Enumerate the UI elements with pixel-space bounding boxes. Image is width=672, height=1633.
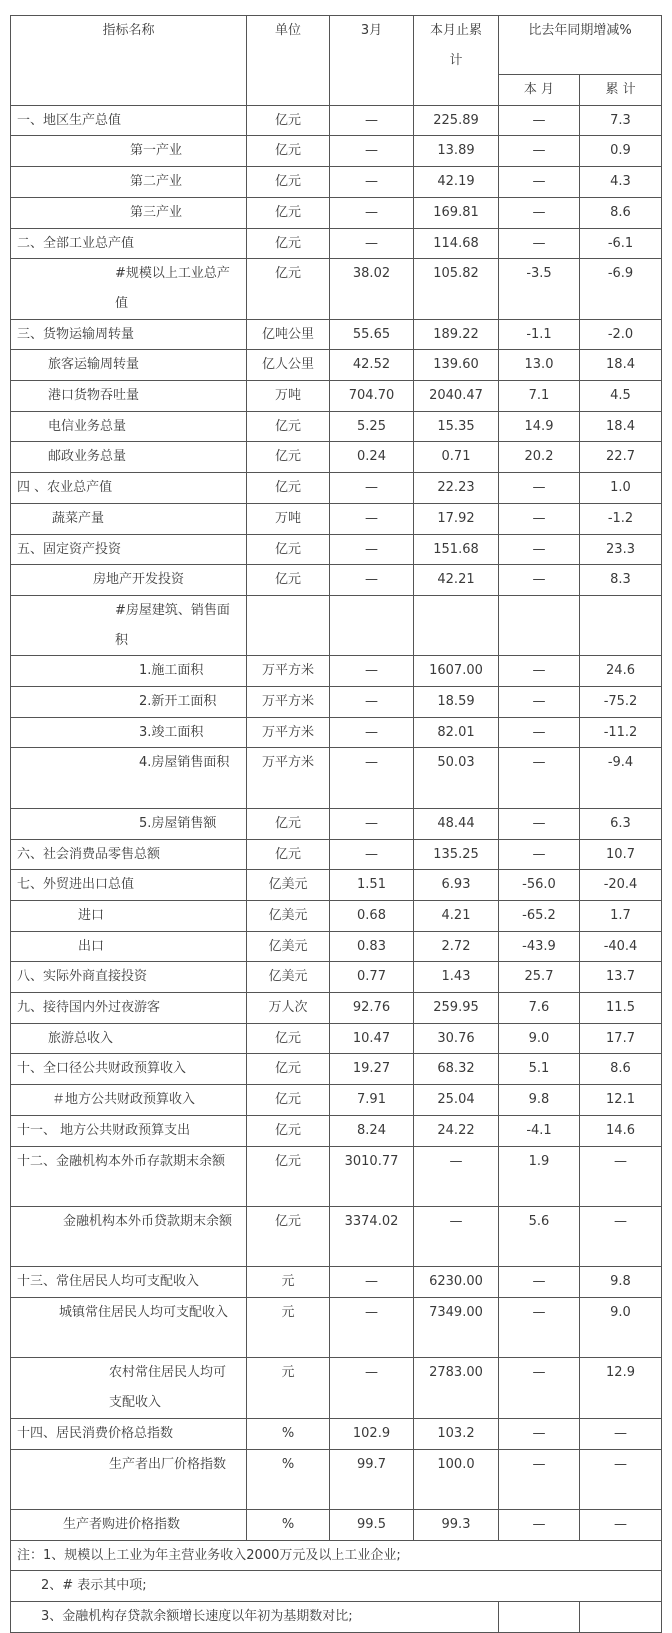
yoy-cumulative-value [580,595,662,655]
indicator-name: 城镇常住居民人均可支配收入 [11,1298,247,1358]
unit-cell: 亿元 [247,1115,330,1146]
yoy-cumulative-value: 1.7 [580,900,662,931]
cumulative-value: 225.89 [414,105,499,136]
unit-cell: 亿元 [247,1146,330,1206]
table-row [11,503,662,534]
unit-cell: 万吨 [247,381,330,412]
yoy-month-value: — [499,167,580,198]
month-value: 99.5 [330,1509,414,1540]
header-yoy: 比去年同期增减% [499,16,662,75]
yoy-cumulative-value: — [580,1418,662,1449]
yoy-month-value: 7.1 [499,381,580,412]
cumulative-value: 189.22 [414,319,499,350]
yoy-month-value: — [499,565,580,596]
month-value: — [330,136,414,167]
cumulative-value: 2783.00 [414,1358,499,1418]
indicator-name: 电信业务总量 [11,411,247,442]
yoy-cumulative-value: — [580,1509,662,1540]
indicator-name: 农村常住居民人均可支配收入 [11,1358,247,1418]
cumulative-value: 82.01 [414,717,499,748]
month-value: — [330,748,414,808]
yoy-cumulative-value: 13.7 [580,962,662,993]
month-value: 0.83 [330,931,414,962]
unit-cell: 元 [247,1267,330,1298]
month-value: 8.24 [330,1115,414,1146]
header-cumulative: 本月止累计 [414,16,499,106]
cumulative-value: 25.04 [414,1085,499,1116]
cumulative-value: 103.2 [414,1418,499,1449]
yoy-month-value: -4.1 [499,1115,580,1146]
month-value: 10.47 [330,1023,414,1054]
yoy-cumulative-value: -1.2 [580,503,662,534]
table-row [11,1115,662,1146]
cumulative-value: 169.81 [414,197,499,228]
cumulative-value: 18.59 [414,687,499,718]
indicator-name: 进口 [11,900,247,931]
yoy-cumulative-value: 8.3 [580,565,662,596]
yoy-month-value: — [499,717,580,748]
unit-cell: 亿元 [247,105,330,136]
table-row [11,1267,662,1298]
month-value: — [330,1267,414,1298]
header-unit: 单位 [247,16,330,106]
unit-cell: % [247,1449,330,1509]
month-value: — [330,717,414,748]
cumulative-value: 13.89 [414,136,499,167]
unit-cell: 亿元 [247,1023,330,1054]
table-row [11,1298,662,1358]
cumulative-value: 151.68 [414,534,499,565]
yoy-cumulative-value: 4.3 [580,167,662,198]
indicator-name: 第一产业 [11,136,247,167]
table-row [11,1085,662,1116]
yoy-cumulative-value: 8.6 [580,1054,662,1085]
yoy-month-value: — [499,1509,580,1540]
note-text: 3、金融机构存贷款余额增长速度以年初为基期数对比; [11,1602,499,1633]
yoy-month-value: — [499,656,580,687]
month-value: 38.02 [330,259,414,319]
yoy-month-value: — [499,1298,580,1358]
indicator-name: 七、外贸进出口总值 [11,870,247,901]
yoy-month-value: — [499,748,580,808]
unit-cell: 亿美元 [247,870,330,901]
yoy-cumulative-value: 6.3 [580,808,662,839]
month-value: 5.25 [330,411,414,442]
cumulative-value: 99.3 [414,1509,499,1540]
month-value: — [330,167,414,198]
indicator-name: ＃地方公共财政预算收入 [11,1085,247,1116]
unit-cell: 亿人公里 [247,350,330,381]
yoy-month-value: — [499,197,580,228]
unit-cell: % [247,1509,330,1540]
unit-cell: 万人次 [247,993,330,1024]
month-value: — [330,473,414,504]
cumulative-value: 50.03 [414,748,499,808]
month-value: — [330,565,414,596]
table-row [11,442,662,473]
month-value: — [330,839,414,870]
table-row [11,167,662,198]
yoy-month-value: — [499,839,580,870]
yoy-month-value: — [499,1358,580,1418]
cumulative-value: 114.68 [414,228,499,259]
note-text: 注：1、规模以上工业为年主营业务收入2000万元及以上工业企业; [11,1540,662,1571]
indicator-name: 九、接待国内外过夜游客 [11,993,247,1024]
month-value: — [330,534,414,565]
cumulative-value: 1.43 [414,962,499,993]
cumulative-value: 2040.47 [414,381,499,412]
yoy-month-value: 14.9 [499,411,580,442]
yoy-month-value: — [499,228,580,259]
month-value: — [330,503,414,534]
cumulative-value: 17.92 [414,503,499,534]
cumulative-value: 0.71 [414,442,499,473]
table-row [11,534,662,565]
table-row [11,808,662,839]
indicator-name: 生产者购进价格指数 [11,1509,247,1540]
month-value: 102.9 [330,1418,414,1449]
month-value: — [330,656,414,687]
month-value: 3374.02 [330,1206,414,1266]
unit-cell: 亿元 [247,259,330,319]
table-row [11,839,662,870]
unit-cell: % [247,1418,330,1449]
yoy-month-value: — [499,534,580,565]
unit-cell: 万平方米 [247,717,330,748]
month-value: 55.65 [330,319,414,350]
cumulative-value: 259.95 [414,993,499,1024]
table-row [11,1206,662,1266]
note-text: 2、# 表示其中项; [11,1571,662,1602]
unit-cell: 亿元 [247,808,330,839]
indicator-name: 二、全部工业总产值 [11,228,247,259]
cumulative-value: 24.22 [414,1115,499,1146]
note-row [11,1540,662,1571]
month-value: — [330,1358,414,1418]
cumulative-value: 139.60 [414,350,499,381]
yoy-cumulative-value: 7.3 [580,105,662,136]
yoy-cumulative-value: 11.5 [580,993,662,1024]
month-value: 0.24 [330,442,414,473]
unit-cell: 亿元 [247,1054,330,1085]
indicator-name: 十四、居民消费价格总指数 [11,1418,247,1449]
table-row [11,350,662,381]
month-value: 3010.77 [330,1146,414,1206]
yoy-cumulative-value: — [580,1449,662,1509]
yoy-month-value: -56.0 [499,870,580,901]
yoy-month-value: — [499,136,580,167]
indicator-name: 房地产开发投资 [11,565,247,596]
yoy-cumulative-value: — [580,1146,662,1206]
yoy-month-value: 1.9 [499,1146,580,1206]
yoy-month-value: — [499,473,580,504]
unit-cell: 亿元 [247,136,330,167]
table-row [11,473,662,504]
yoy-month-value: 20.2 [499,442,580,473]
cumulative-value: 15.35 [414,411,499,442]
unit-cell: 亿元 [247,228,330,259]
indicator-name: 港口货物吞吐量 [11,381,247,412]
unit-cell: 亿吨公里 [247,319,330,350]
table-row [11,870,662,901]
unit-cell: 亿元 [247,1085,330,1116]
indicator-name: 2.新开工面积 [11,687,247,718]
yoy-month-value: 9.8 [499,1085,580,1116]
yoy-month-value: -1.1 [499,319,580,350]
unit-cell: 元 [247,1298,330,1358]
yoy-month-value: 5.1 [499,1054,580,1085]
yoy-month-value: — [499,1267,580,1298]
header-yoy-cumulative: 累 计 [580,75,662,106]
table-row [11,993,662,1024]
yoy-cumulative-value: -20.4 [580,870,662,901]
yoy-cumulative-value: 9.0 [580,1298,662,1358]
table-row [11,1054,662,1085]
month-value: 0.68 [330,900,414,931]
indicator-name: 蔬菜产量 [11,503,247,534]
indicator-name: 生产者出厂价格指数 [11,1449,247,1509]
month-value: 42.52 [330,350,414,381]
yoy-cumulative-value: 17.7 [580,1023,662,1054]
table-row [11,259,662,319]
yoy-cumulative-value: 8.6 [580,197,662,228]
yoy-month-value: -43.9 [499,931,580,962]
indicator-name: 第二产业 [11,167,247,198]
header-month: 3月 [330,16,414,106]
unit-cell: 亿美元 [247,962,330,993]
table-row [11,900,662,931]
unit-cell: 亿元 [247,442,330,473]
table-row [11,687,662,718]
unit-cell: 万平方米 [247,656,330,687]
month-value: 92.76 [330,993,414,1024]
yoy-month-value: 7.6 [499,993,580,1024]
header-indicator-name: 指标名称 [11,16,247,106]
yoy-cumulative-value: -9.4 [580,748,662,808]
yoy-cumulative-value: 1.0 [580,473,662,504]
table-row [11,565,662,596]
unit-cell: 亿元 [247,167,330,198]
indicator-name: 邮政业务总量 [11,442,247,473]
yoy-cumulative-value: 9.8 [580,1267,662,1298]
indicator-name: 十二、金融机构本外币存款期末余额 [11,1146,247,1206]
table-row [11,962,662,993]
yoy-month-value: — [499,503,580,534]
table-row [11,319,662,350]
unit-cell: 亿美元 [247,900,330,931]
note-row [11,1571,662,1602]
indicator-name: 旅游总收入 [11,1023,247,1054]
cumulative-value: 68.32 [414,1054,499,1085]
yoy-cumulative-value: -6.1 [580,228,662,259]
cumulative-value: 2.72 [414,931,499,962]
unit-cell: 亿元 [247,1206,330,1266]
indicator-name: 旅客运输周转量 [11,350,247,381]
indicator-name: 金融机构本外币贷款期末余额 [11,1206,247,1266]
cumulative-value: 30.76 [414,1023,499,1054]
header-yoy-month: 本 月 [499,75,580,106]
cumulative-value: 105.82 [414,259,499,319]
cumulative-value: 100.0 [414,1449,499,1509]
cumulative-value: 48.44 [414,808,499,839]
cumulative-value: 42.21 [414,565,499,596]
month-value: — [330,808,414,839]
yoy-cumulative-value: 18.4 [580,350,662,381]
unit-cell: 万平方米 [247,748,330,808]
unit-cell: 亿元 [247,839,330,870]
indicator-name: 四 、农业总产值 [11,473,247,504]
table-row [11,228,662,259]
empty-cell [580,1602,662,1633]
unit-cell: 亿元 [247,197,330,228]
unit-cell: 万平方米 [247,687,330,718]
month-value: 99.7 [330,1449,414,1509]
yoy-cumulative-value: 4.5 [580,381,662,412]
yoy-cumulative-value: — [580,1206,662,1266]
unit-cell: 亿元 [247,565,330,596]
yoy-cumulative-value: 22.7 [580,442,662,473]
table-row [11,197,662,228]
cumulative-value: 1607.00 [414,656,499,687]
indicator-name: 八、实际外商直接投资 [11,962,247,993]
yoy-month-value: 13.0 [499,350,580,381]
yoy-month-value: — [499,808,580,839]
cumulative-value: — [414,1146,499,1206]
indicator-name: 出口 [11,931,247,962]
month-value: — [330,687,414,718]
yoy-month-value: 25.7 [499,962,580,993]
table-row [11,717,662,748]
month-value: — [330,228,414,259]
yoy-cumulative-value: 12.1 [580,1085,662,1116]
yoy-cumulative-value: 14.6 [580,1115,662,1146]
table-row [11,1358,662,1418]
unit-cell: 亿元 [247,534,330,565]
yoy-month-value: — [499,687,580,718]
cumulative-value: 22.23 [414,473,499,504]
indicator-name: #房屋建筑、销售面积 [11,595,247,655]
table-row [11,1023,662,1054]
table-body [11,105,662,1632]
note-row [11,1602,662,1633]
cumulative-value: 6230.00 [414,1267,499,1298]
table-row [11,1146,662,1206]
empty-cell [499,1602,580,1633]
indicator-name: 十三、常住居民人均可支配收入 [11,1267,247,1298]
unit-cell: 亿元 [247,473,330,504]
indicator-name: 第三产业 [11,197,247,228]
table-row [11,136,662,167]
yoy-cumulative-value: 0.9 [580,136,662,167]
unit-cell [247,595,330,655]
yoy-cumulative-value: 10.7 [580,839,662,870]
month-value: 19.27 [330,1054,414,1085]
table-row [11,748,662,808]
table-row [11,595,662,655]
indicator-name: 五、固定资产投资 [11,534,247,565]
month-value: — [330,105,414,136]
indicator-name: 三、货物运输周转量 [11,319,247,350]
table-row [11,1509,662,1540]
month-value: 704.70 [330,381,414,412]
unit-cell: 元 [247,1358,330,1418]
yoy-cumulative-value: -2.0 [580,319,662,350]
unit-cell: 亿元 [247,411,330,442]
yoy-month-value: 9.0 [499,1023,580,1054]
table-row [11,1418,662,1449]
indicator-name: 十、全口径公共财政预算收入 [11,1054,247,1085]
indicator-name: 1.施工面积 [11,656,247,687]
cumulative-value [414,595,499,655]
table-row [11,931,662,962]
yoy-cumulative-value: -6.9 [580,259,662,319]
yoy-month-value: — [499,105,580,136]
indicator-name: 4.房屋销售面积 [11,748,247,808]
yoy-month-value: — [499,1449,580,1509]
cumulative-value: 7349.00 [414,1298,499,1358]
unit-cell: 亿美元 [247,931,330,962]
yoy-cumulative-value: 24.6 [580,656,662,687]
table-row [11,105,662,136]
cumulative-value: 135.25 [414,839,499,870]
unit-cell: 万吨 [247,503,330,534]
statistics-table [10,15,662,1633]
cumulative-value: — [414,1206,499,1266]
month-value [330,595,414,655]
yoy-month-value: 5.6 [499,1206,580,1266]
month-value: 7.91 [330,1085,414,1116]
table-row [11,1449,662,1509]
month-value: 1.51 [330,870,414,901]
cumulative-value: 42.19 [414,167,499,198]
indicator-name: 一、地区生产总值 [11,105,247,136]
month-value: 0.77 [330,962,414,993]
month-value: — [330,1298,414,1358]
indicator-name: 十一、 地方公共财政预算支出 [11,1115,247,1146]
yoy-cumulative-value: -40.4 [580,931,662,962]
yoy-cumulative-value: -11.2 [580,717,662,748]
month-value: — [330,197,414,228]
table-row [11,656,662,687]
yoy-month-value: -65.2 [499,900,580,931]
yoy-month-value: -3.5 [499,259,580,319]
yoy-cumulative-value: 23.3 [580,534,662,565]
indicator-name: 3.竣工面积 [11,717,247,748]
indicator-name: #规模以上工业总产值 [11,259,247,319]
cumulative-value: 4.21 [414,900,499,931]
table-row [11,381,662,412]
yoy-month-value: — [499,1418,580,1449]
cumulative-value: 6.93 [414,870,499,901]
table-row [11,411,662,442]
yoy-cumulative-value: 18.4 [580,411,662,442]
indicator-name: 5.房屋销售额 [11,808,247,839]
yoy-cumulative-value: -75.2 [580,687,662,718]
yoy-month-value [499,595,580,655]
yoy-cumulative-value: 12.9 [580,1358,662,1418]
indicator-name: 六、社会消费品零售总额 [11,839,247,870]
